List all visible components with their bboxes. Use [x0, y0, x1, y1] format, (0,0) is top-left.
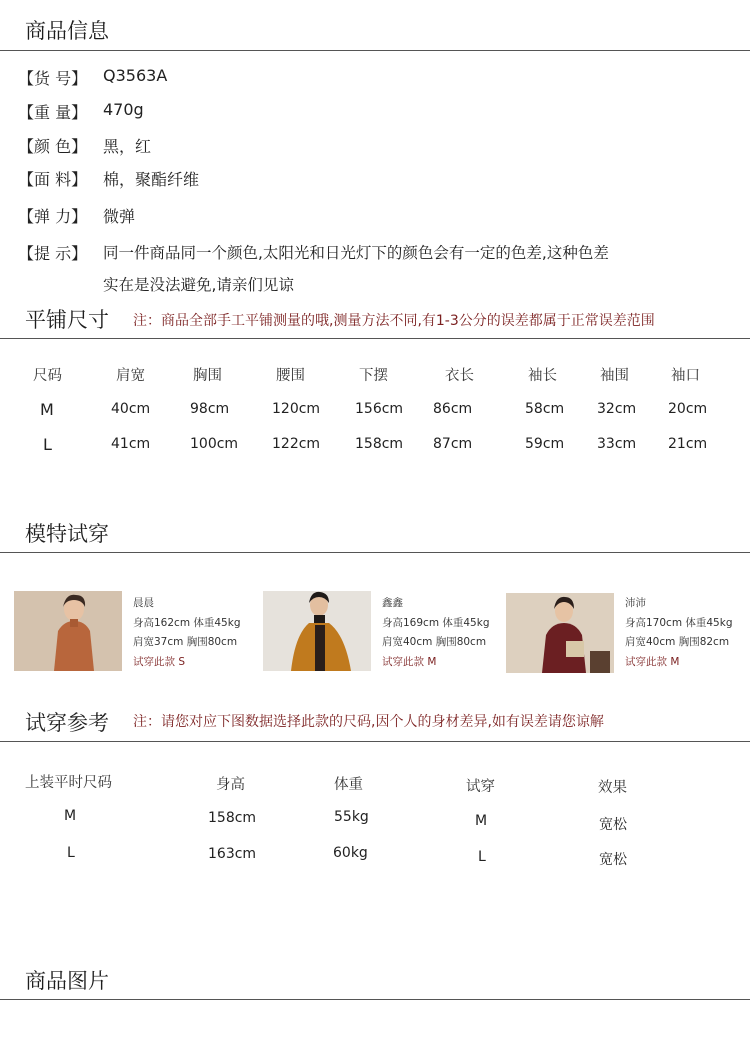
fit-cell: L — [67, 845, 75, 861]
model-height-weight: 身高162cm 体重45kg — [133, 616, 241, 629]
section-title-fit-reference: 试穿参考 — [25, 711, 109, 735]
size-header: 袖长 — [528, 368, 557, 384]
divider — [0, 999, 750, 1000]
section-title-product-images: 商品图片 — [25, 969, 109, 993]
fit-header: 试穿 — [466, 779, 495, 795]
size-header: 下摆 — [359, 368, 388, 384]
info-label-elasticity: 【弹 力】 — [18, 207, 88, 226]
model-try-size: 试穿此款 S — [133, 655, 186, 668]
size-cell: 87cm — [433, 436, 473, 452]
divider — [0, 552, 750, 553]
size-header: 衣长 — [445, 368, 474, 384]
fit-header: 效果 — [598, 780, 627, 796]
size-cell: 122cm — [272, 436, 321, 452]
model-name: 晨晨 — [133, 597, 154, 609]
info-label-color: 【颜 色】 — [18, 137, 88, 156]
info-value-item-no: Q3563A — [103, 66, 168, 85]
section-title-product-info: 商品信息 — [25, 19, 109, 43]
fit-cell: 宽松 — [599, 852, 627, 868]
model-info-xinxin — [382, 594, 490, 672]
size-header: 袖围 — [600, 368, 629, 384]
section-title-size: 平铺尺寸 — [25, 308, 109, 332]
info-value-weight: 470g — [103, 100, 144, 119]
model-try-size: 试穿此款 M — [382, 655, 437, 668]
size-cell: 158cm — [355, 436, 404, 452]
divider — [0, 338, 750, 339]
size-header: 袖口 — [671, 368, 700, 384]
divider — [0, 50, 750, 51]
fit-cell: 宽松 — [599, 817, 627, 833]
model-photo-chenchen — [14, 591, 122, 671]
model-info-chenchen — [133, 594, 241, 672]
model-photo-peipei — [506, 593, 614, 673]
info-label-tip: 【提 示】 — [18, 244, 88, 263]
size-header: 肩宽 — [116, 368, 145, 384]
fit-cell: 158cm — [208, 810, 257, 826]
size-cell: 120cm — [272, 401, 321, 417]
size-cell: 21cm — [668, 436, 708, 452]
info-value-tip-line2: 实在是没法避免,请亲们见谅 — [103, 276, 294, 294]
fit-cell: 55kg — [334, 809, 369, 825]
size-header: 尺码 — [33, 368, 62, 384]
fit-cell: M — [475, 813, 488, 829]
size-cell: 40cm — [111, 401, 151, 417]
size-cell: 33cm — [597, 436, 637, 452]
size-note: 注：商品全部手工平铺测量的哦,测量方法不同,有1-3公分的误差都属于正常误差范围 — [133, 313, 655, 329]
model-shoulder-bust: 肩宽40cm 胸围80cm — [382, 636, 487, 648]
model-photo-xinxin — [263, 591, 371, 671]
size-cell: 20cm — [668, 401, 708, 417]
size-cell: 41cm — [111, 436, 151, 452]
size-cell: 32cm — [597, 401, 637, 417]
fit-cell: 60kg — [333, 845, 368, 861]
fit-cell: 163cm — [208, 846, 257, 862]
size-cell: 156cm — [355, 401, 404, 417]
size-cell: 86cm — [433, 401, 473, 417]
size-cell: 58cm — [525, 401, 565, 417]
fit-header: 身高 — [216, 777, 245, 793]
size-cell: 100cm — [190, 436, 239, 452]
model-height-weight: 身高170cm 体重45kg — [625, 616, 733, 629]
fit-header: 上装平时尺码 — [25, 775, 112, 791]
info-label-weight: 【重 量】 — [18, 103, 88, 122]
size-cell: M — [40, 400, 54, 419]
fit-header: 体重 — [334, 777, 363, 793]
model-name: 沛沛 — [625, 597, 646, 609]
info-value-color: 黑，红 — [103, 137, 152, 156]
info-label-item-no: 【货 号】 — [18, 69, 88, 88]
model-shoulder-bust: 肩宽40cm 胸围82cm — [625, 636, 730, 648]
info-value-fabric: 棉，聚酯纤维 — [103, 170, 200, 189]
size-cell: L — [43, 435, 52, 454]
fit-cell: M — [64, 808, 77, 824]
info-value-tip: 同一件商品同一个颜色,太阳光和日光灯下的颜色会有一定的色差,这种色差 — [103, 244, 609, 262]
size-cell: 98cm — [190, 401, 230, 417]
fit-cell: L — [478, 849, 486, 865]
model-try-size: 试穿此款 M — [625, 655, 680, 668]
divider — [0, 741, 750, 742]
model-height-weight: 身高169cm 体重45kg — [382, 616, 490, 629]
model-name: 鑫鑫 — [382, 597, 403, 609]
info-value-elasticity: 微弹 — [103, 207, 136, 226]
size-cell: 59cm — [525, 436, 565, 452]
section-title-model-try: 模特试穿 — [25, 522, 109, 546]
size-header: 腰围 — [276, 368, 305, 384]
size-header: 胸围 — [193, 368, 222, 384]
fit-note: 注：请您对应下图数据选择此款的尺码,因个人的身材差异,如有误差请您谅解 — [133, 714, 604, 730]
model-info-peipei — [625, 594, 733, 672]
info-label-fabric: 【面 料】 — [18, 170, 88, 189]
model-shoulder-bust: 肩宽37cm 胸围80cm — [133, 636, 238, 648]
